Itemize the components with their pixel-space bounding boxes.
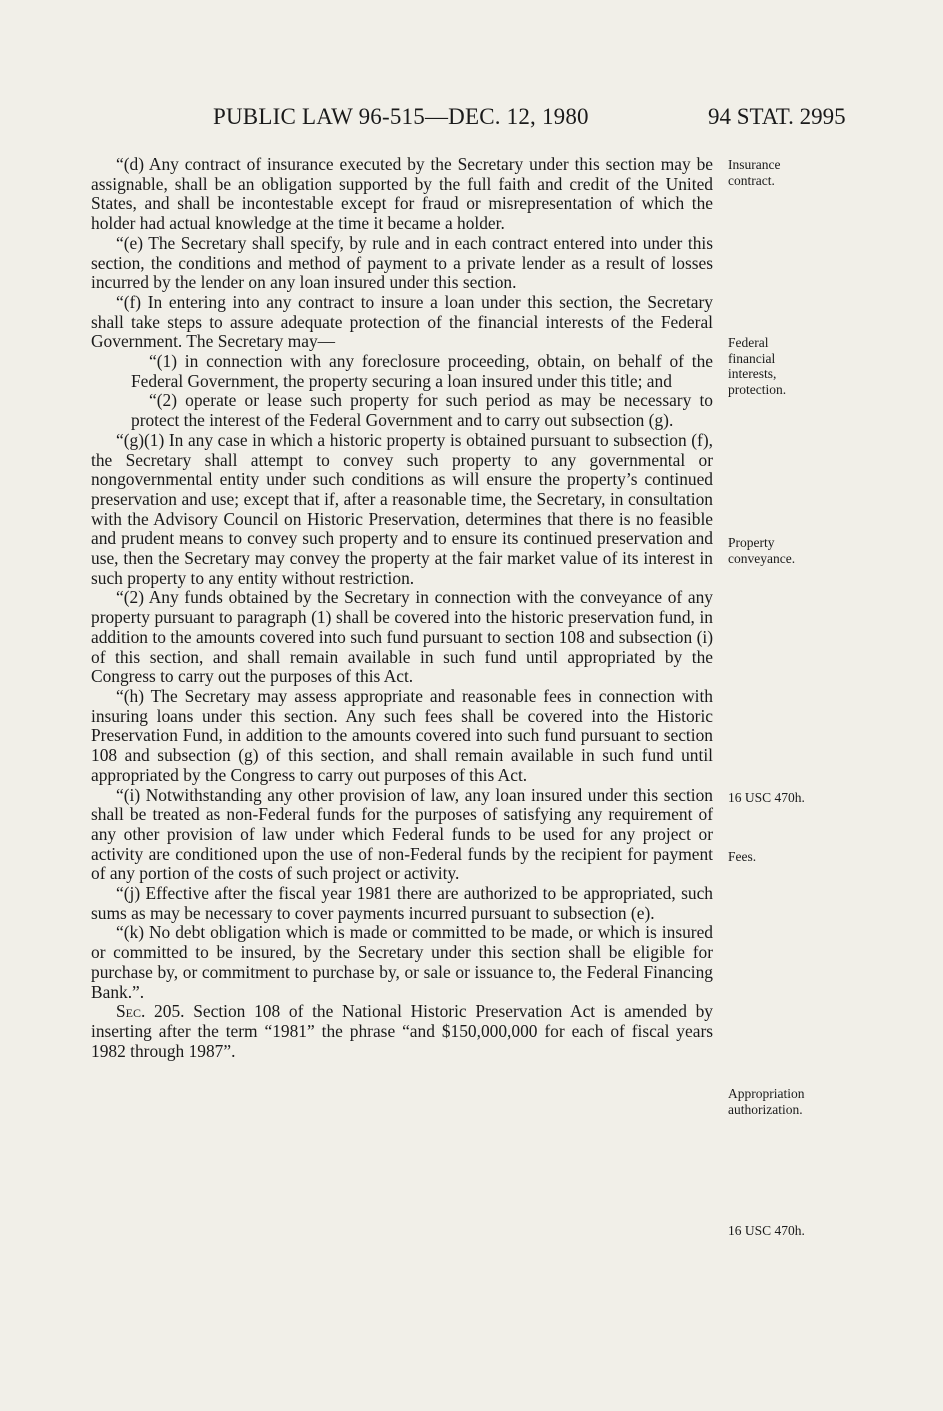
margin-note-line: financial: [728, 350, 776, 366]
paragraph-d: “(d) Any contract of insurance executed by the Secretary under this section may be assignable, shall be an obligation supported by the full faith and credit of the United States, and shall be incontestable except for fraud or misrepresentation of which the holder had actual knowledge at the time it became a holder.: [91, 154, 713, 234]
section-205: [91, 1002, 713, 1061]
page-header-title: PUBLIC LAW 96-515—DEC. 12, 1980: [213, 104, 589, 129]
paragraph-f-2: “(2) operate or lease such property for such period as may be necessary to protect the interest of the Federal Government and to carry out subsection (g).: [131, 390, 713, 431]
margin-note-line: Property: [728, 535, 775, 550]
margin-note-line: 16 USC 470h.: [728, 790, 805, 805]
margin-note-line: Appropriation: [728, 1086, 805, 1101]
margin-note-federal: [728, 335, 786, 397]
paragraph-e: “(e) The Secretary shall specify, by rule and in each contract entered into under this section, the conditions and method of payment to a private lender as a result of losses incurred by the lender on any loan insured under this section.: [91, 232, 713, 293]
body-text: [91, 155, 713, 1061]
paragraph-h: “(h) The Secretary may assess appropriate and reasonable fees in connection with insuring loans under this section. Any such fees shall be covered into the Historic Preservation Fund, in addition to the amounts covered into such fund pursuant to section 108 and subsection (g) of this section, and shall remain available in such fund until appropriated by the Congress to carry out purposes of this Act.: [91, 685, 713, 785]
margin-note-line: protection.: [728, 381, 787, 397]
page-header-stat: 94 STAT. 2995: [708, 104, 846, 129]
paragraph-f-1: “(1) in connection with any foreclosure proceeding, obtain, on behalf of the Federal Government, the property securing a loan insured under this title; and: [131, 351, 713, 391]
paragraph-f: “(f) In entering into any contract to insure a loan under this section, the Secretary shall take steps to assure adequate protection of the financial interests of the Federal Government. The Secretary may—: [91, 291, 713, 352]
margin-note-line: Insurance: [728, 157, 781, 172]
margin-note-property: [728, 535, 795, 566]
margin-note-line: 16 USC 470h.: [728, 1223, 805, 1238]
margin-note-fees: [728, 849, 756, 865]
margin-note-usc-2: [728, 1223, 805, 1239]
section-label: Sec. 205.: [116, 1001, 185, 1022]
margin-note-line: contract.: [728, 172, 775, 188]
paragraph-j: “(j) Effective after the fiscal year 1981 there are authorized to be appropriated, such sums as may be necessary to cover payments incurred pursuant to subsection (e).: [91, 883, 713, 923]
paragraph-g-2: “(2) Any funds obtained by the Secretary in connection with the conveyance of any property pursuant to paragraph (1) shall be covered into the historic preservation fund, in addition to the amounts covered into such fund pursuant to section 108 and subsection (i) of this section, and shall remain available in such fund until appropriated by the Congress to carry out the purposes of this Act.: [91, 587, 713, 687]
margin-note-appropriation: [728, 1086, 805, 1117]
paragraph-k: “(k) No debt obligation which is made or committed to be made, or which is insured or committed to be insured, by the Secretary under this section shall be eligible for purchase by, or commitment to purchase by, or sale or issuance to, the Federal Financing Bank.”.: [91, 922, 713, 1002]
margin-note-insurance: [728, 157, 780, 188]
paragraph-g-1: “(g)(1) In any case in which a historic property is obtained pursuant to subsection (f), the Secretary shall attempt to convey such property to any governmental or nongovernmental entity under such conditions as will ensure the property’s continued preservation and use; except that if, after a reasonable time, the Secretary, in consultation with the Advisory Council on Historic Preservation, determines that there is no feasible and prudent means to convey such property and to ensure its continued preservation and use, then the Secretary may convey the property at the fair market value of its interest in such property to any entity without restriction.: [91, 429, 713, 588]
margin-note-usc-1: [728, 790, 805, 806]
margin-note-line: conveyance.: [728, 550, 796, 566]
margin-note-line: Fees.: [728, 849, 757, 864]
section-205-text: Section 108 of the National Historic Preservation Act is amended by inserting after the term “1981” the phrase “and $150,000,000 for each of fiscal years 1982 through 1987”.: [91, 1001, 713, 1061]
margin-note-line: authorization.: [728, 1101, 803, 1117]
paragraph-i: “(i) Notwithstanding any other provision of law, any loan insured under this section shall be treated as non-Federal funds for the purposes of satisfying any requirement of any other provision of law under which Federal funds to be used for any project or activity are conditioned upon the use of non-Federal funds by the recipient for payment of any portion of the costs of such project or activity.: [91, 784, 713, 884]
margin-note-line: Federal: [728, 335, 769, 350]
margin-note-line: interests,: [728, 366, 777, 381]
